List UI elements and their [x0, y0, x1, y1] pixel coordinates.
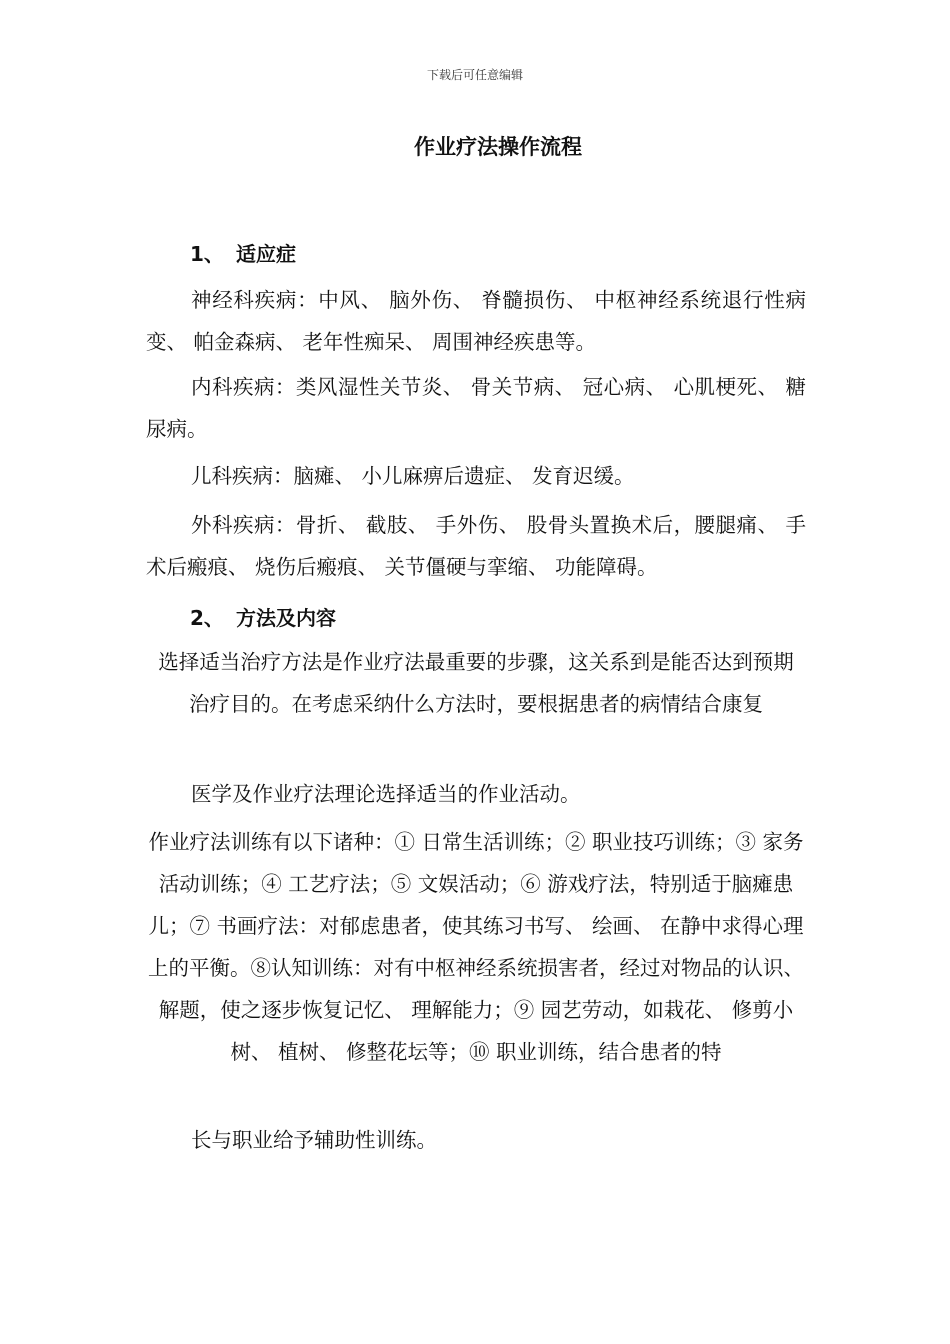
section-heading-indications	[190, 238, 296, 267]
header-note: 下载后可任意编辑	[426, 68, 523, 82]
paragraph-pediatrics: 儿科疾病：脑瘫、 小儿麻痹后遗症、 发育迟缓。	[191, 464, 635, 488]
paragraph-surgery: 外科疾病：骨折、 截肢、 手外伤、 股骨头置换术后，腰腿痛、 手术后瘢痕、 烧伤后瘢痕、 关节僵硬与挛缩、 功能障碍。	[146, 513, 806, 579]
paragraph-method-selection: 选择适当治疗方法是作业疗法最重要的步骤，这关系到是能否达到预期治疗目的。在考虑采纳什么方法时，要根据患者的病情结合康复	[158, 650, 794, 716]
section-title: 适应症	[236, 242, 296, 266]
paragraph-theory: 医学及作业疗法理论选择适当的作业活动。	[191, 782, 581, 806]
document-title: 作业疗法操作流程	[414, 135, 582, 159]
section-title: 方法及内容	[236, 606, 336, 630]
paragraph-training-types: 作业疗法训练有以下诸种：① 日常生活训练；② 职业技巧训练；③ 家务活动训练；④ 工艺疗法；⑤ 文娱活动；⑥ 游戏疗法，特别适于脑瘫患儿；⑦ 书画疗法：对郁虑患者，使其练习书写、 绘画、 在静中求得心理上的平衡。⑧认知训练：对有中枢神经系统损害者，经过对物品的认识、 解题，使之逐步恢复记忆、 理解能力；⑨ 园艺劳动，如栽花、 修剪小树、 植树、 修整花坛等；⑩ 职业训练，结合患者的特	[148, 830, 804, 1064]
section-number: 1、	[190, 242, 224, 266]
paragraph-internal-medicine: 内科疾病：类风湿性关节炎、 骨关节病、 冠心病、 心肌梗死、 糖尿病。	[146, 375, 806, 441]
section-number: 2、	[190, 606, 224, 630]
paragraph-neurology: 神经科疾病：中风、 脑外伤、 脊髓损伤、 中枢神经系统退行性病变、 帕金森病、 老年性痴呆、 周围神经疾患等。	[146, 288, 806, 354]
section-heading-methods	[190, 602, 336, 631]
paragraph-assistive-training: 长与职业给予辅助性训练。	[191, 1128, 437, 1152]
